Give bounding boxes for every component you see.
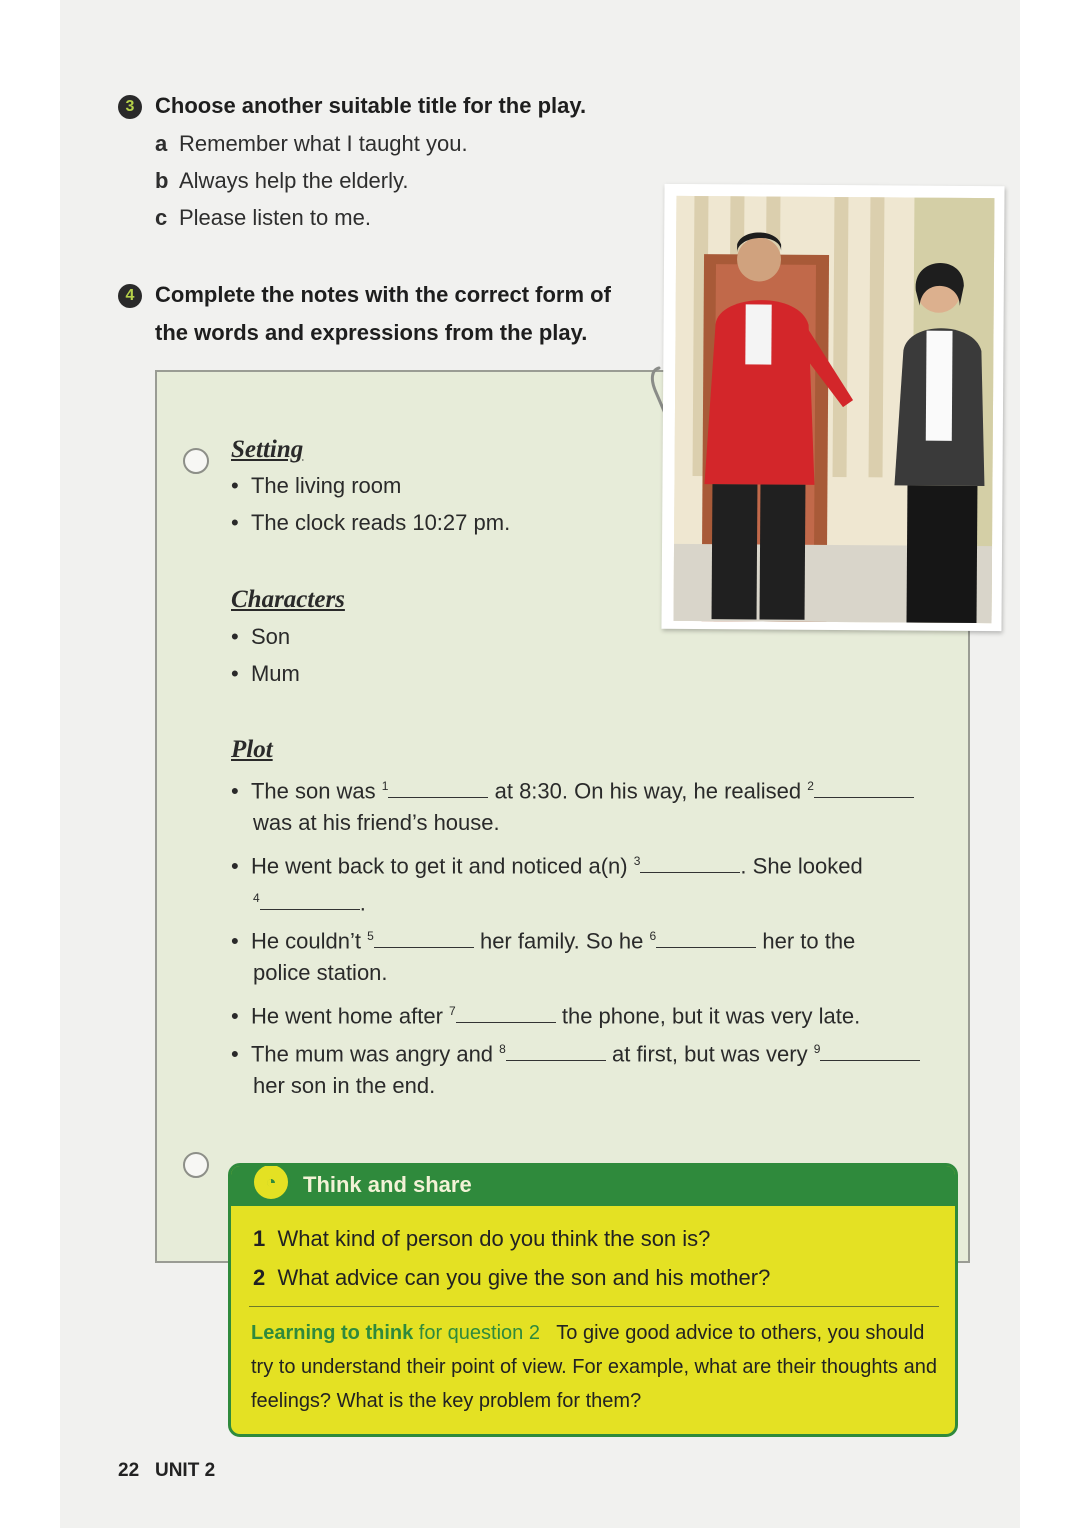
page-number: 22 bbox=[118, 1460, 140, 1481]
plot-line-2-cont: $^4$ . bbox=[253, 890, 366, 916]
plot-line-1-cont: was at his friend’s house. bbox=[253, 810, 500, 835]
characters-heading: Characters bbox=[231, 586, 345, 613]
photo-image bbox=[661, 184, 1004, 631]
blank-7[interactable] bbox=[456, 1002, 556, 1023]
blank-9[interactable] bbox=[820, 1040, 920, 1061]
blank-4[interactable] bbox=[260, 889, 360, 910]
blank-2[interactable] bbox=[814, 777, 914, 798]
blank-8[interactable] bbox=[506, 1040, 606, 1061]
divider bbox=[249, 1306, 939, 1307]
setting-heading: Setting bbox=[231, 436, 304, 463]
question-4-title-line2: the words and expressions from the play. bbox=[155, 320, 588, 345]
question-3-title: Choose another suitable title for the play. bbox=[155, 93, 587, 118]
plot-line-2: • He went back to get it and noticed a(n) $^3$ . She looked bbox=[231, 853, 863, 879]
plot-line-5-cont: her son in the end. bbox=[253, 1073, 436, 1098]
blank-3[interactable] bbox=[640, 852, 740, 873]
think-question-2: 2 What advice can you give the son and his mother? bbox=[253, 1265, 771, 1290]
character-item: • Son bbox=[231, 624, 291, 649]
binder-hole-icon bbox=[183, 1152, 209, 1178]
question-4-number: 4 bbox=[118, 284, 142, 308]
unit-label: UNIT 2 bbox=[154, 1460, 216, 1481]
question-4-title-line1: Complete the notes with the correct form of bbox=[155, 282, 611, 307]
plot-heading: Plot bbox=[231, 736, 273, 763]
blank-1[interactable] bbox=[388, 777, 488, 798]
learning-to-think-text: Learning to think for question 2 To give good advice to others, you should try to understand their point of view. For example, what are their thoughts and feelings? What is the key problem for them? bbox=[251, 1322, 937, 1412]
option-b: b Always help the elderly. bbox=[155, 168, 409, 193]
question-3-number: 3 bbox=[118, 95, 142, 119]
setting-item: • The clock reads 10:27 pm. bbox=[231, 510, 511, 535]
setting-item: • The living room bbox=[231, 473, 402, 498]
option-c: c Please listen to me. bbox=[155, 205, 371, 230]
plot-line-5: • The mum was angry and $^8$ at first, but was very $^9$ bbox=[231, 1030, 920, 1073]
think-question-1: 1 What kind of person do you think the son is? bbox=[253, 1226, 711, 1251]
plot-line-4: • He went home after $^7$ the phone, but it was very late. bbox=[231, 1003, 861, 1029]
blank-6[interactable] bbox=[656, 927, 756, 948]
thought-bubble-icon: ◔ bbox=[251, 1163, 291, 1202]
play-photo bbox=[661, 184, 1004, 631]
blank-5[interactable] bbox=[374, 927, 474, 948]
plot-line-3-cont: police station. bbox=[253, 960, 388, 985]
page-footer bbox=[118, 1460, 215, 1482]
character-item: • Mum bbox=[231, 661, 300, 686]
plot-line-1: • The son was $^1$ at 8:30. On his way, he realised $^2$ bbox=[231, 767, 914, 810]
option-a: a Remember what I taught you. bbox=[155, 131, 468, 156]
binder-hole-icon bbox=[183, 448, 209, 474]
plot-line-3: • He couldn’t $^5$ her family. So he $^6$ her to the bbox=[231, 928, 856, 954]
think-title: Think and share bbox=[303, 1172, 472, 1197]
think-and-share-box bbox=[228, 1163, 958, 1437]
